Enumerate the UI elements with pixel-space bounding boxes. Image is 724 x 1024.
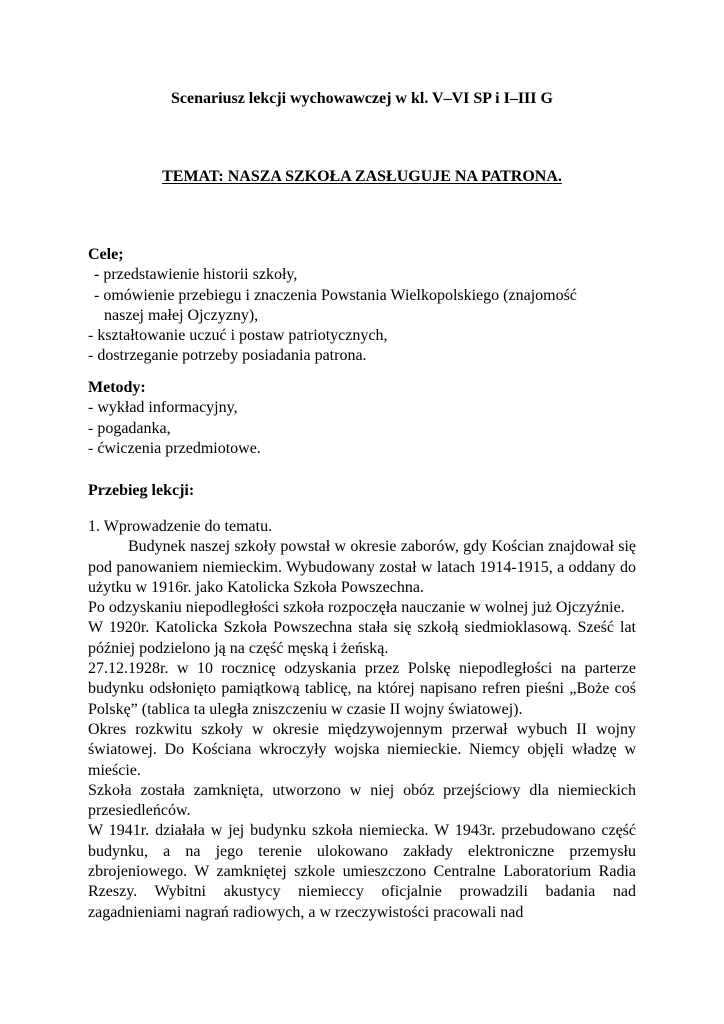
list-item: - ćwiczenia przedmiotowe. [88,439,261,457]
paragraph: Szkoła została zamknięta, utworzono w niej obóz przejściowy dla niemieckich przesiedleńców. [88,781,636,820]
paragraph: Okres rozkwitu szkoły w okresie międzywojennym przerwał wybuch II wojny światowej. Do Kościana wkroczyły wojska niemieckie. Niemcy objęli władzę w mieście. [88,720,636,779]
lesson-topic: TEMAT: NASZA SZKOŁA ZASŁUGUJE NA PATRONA. [162,168,562,185]
list-item: - dostrzeganie potrzeby posiadania patrona. [88,347,367,365]
goals-list [88,265,636,366]
list-item: - omówienie przebiegu i znaczenia Powstania Wielkopolskiego (znajomość [90,286,577,304]
lesson-heading: Przebieg lekcji: [88,482,195,499]
lesson-section [88,481,636,501]
goals-heading: Cele; [88,246,124,263]
paragraph: 27.12.1928r. w 10 rocznicę odzyskania przez Polskę niepodległości na parterze budynku odsłonięto pamiątkową tablicę, na której napisano refren pieśni „Boże coś Polskę” (tablica ta uległa zniszczeniu w czasie II wojny światowej). [88,660,636,718]
list-item: - pogadanka, [88,419,171,437]
paragraph: W 1920r. Katolicka Szkoła Powszechna stała się szkołą siedmioklasową. Sześć lat później podzielono ją na część męską i żeńską. [88,619,636,657]
list-item: - kształtowanie uczuć i postaw patriotycznych, [88,327,388,345]
list-item: naszej małej Ojczyzny), [104,306,259,324]
goals-section [88,245,636,367]
lesson-body [88,517,636,923]
paragraph: W 1941r. działała w jej budynku szkoła niemiecka. W 1943r. przebudowano część budynku, a na jego terenie ulokowano zakłady elektroniczne przemysłu zbrojeniowego. W zamkniętej szkole umieszczono Centralne Laboratorium Radia Rzeszy. Wybitni akustycy niemieccy oficjalnie prowadzili badania nad zagadnieniami nagrań radiowych, a w rzeczywistości pracowali nad [88,822,636,921]
paragraph: Budynek naszej szkoły powstał w okresie zaborów, gdy Kościan znajdował się pod panowaniem niemieckim. Wybudowany został w latach 1914-1915, a oddany do użytku w 1916r. jako Katolicka Szkoła Powszechna. [88,538,636,596]
methods-section [88,378,636,459]
methods-list [88,398,636,459]
methods-heading: Metody: [88,379,146,396]
list-item: - wykład informacyjny, [88,399,238,417]
step-heading: 1. Wprowadzenie do tematu. [88,518,273,535]
list-item: - przedstawienie historii szkoły, [90,266,298,284]
paragraph: Po odzyskaniu niepodległości szkoła rozpoczęła nauczanie w wolnej już Ojczyźnie. [88,599,625,617]
document-title: Scenariusz lekcji wychowawczej w kl. V–VI SP i I–III G [171,90,553,107]
